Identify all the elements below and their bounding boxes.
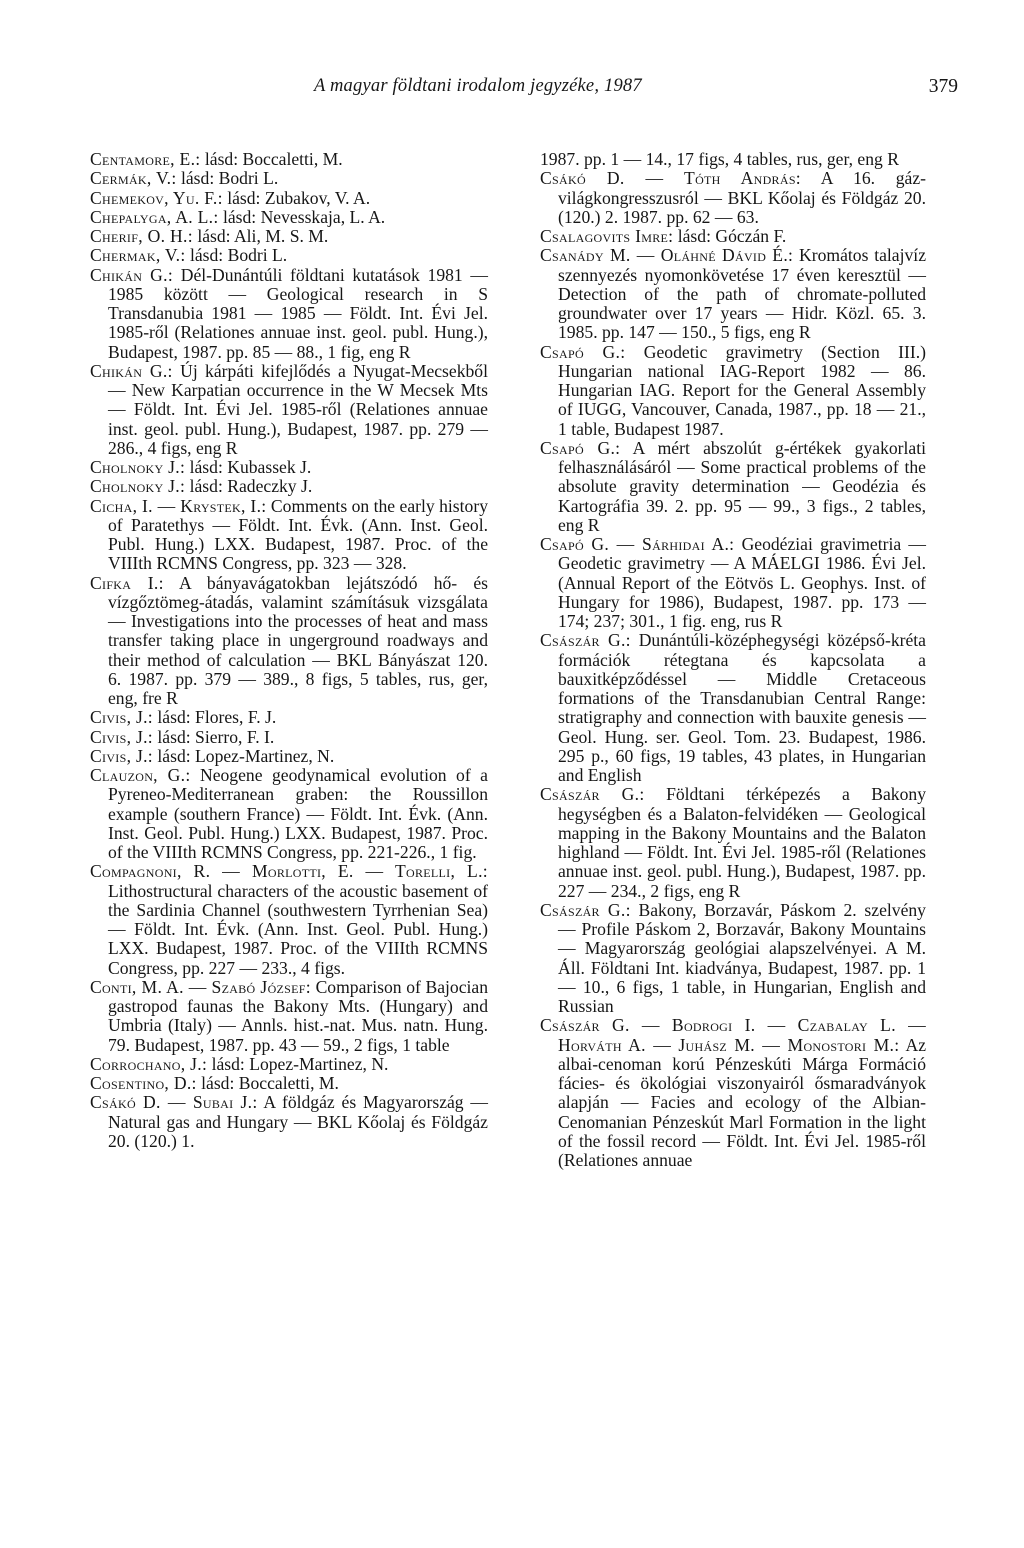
bibliography-entry — [90, 747, 488, 766]
bibliography-entry — [90, 708, 488, 727]
bibliography-entry — [90, 246, 488, 265]
entry-text: Bakony, Borzavár, Páskom 2. szelvény — Profile Páskom 2, Borzavár, Bakony Mountains — Magyarország geológiai alapszelvényei. A M. Áll. Földtani Int. kiadványa, Budapest, 1987. pp. 1 — 10., 6 figs, 1 table, in Hungarian, English and Russian — [558, 899, 926, 1016]
bibliography-entry — [90, 1055, 488, 1074]
bibliography-entry — [90, 169, 488, 188]
entry-author: Cholnoky J.: — [90, 476, 186, 497]
entry-text: lásd: Góczán F. — [677, 226, 787, 246]
bibliography-entry — [540, 246, 926, 342]
entry-author: Cholnoky J.: — [90, 457, 186, 477]
page-header — [100, 70, 958, 110]
page-number: 379 — [928, 76, 958, 97]
running-title: A magyar földtani irodalom jegyzéke, 1987 — [314, 76, 642, 96]
bibliography-entry — [90, 208, 488, 227]
left-column — [90, 150, 488, 1151]
entry-text: lásd: Lopez-Martinez, N. — [157, 745, 335, 766]
entry-author: Chepalyga, A. L.: — [90, 206, 219, 227]
entry-text: lásd: Zubakov, V. A. — [227, 187, 371, 208]
entry-text: lásd: Boccaletti, M. — [201, 1073, 339, 1093]
entry-text: Az albai-cenoman korú Pénzeskúti Márga Formáció fácies- és ökológiai viszonyairól ősmaradványok alapján — Facies and ecology of the Albian-Cenomanian Pénzeskút Marl Formation in the light of the fossil record — Földt. Int. Évi Jel. 1985-ről (Relationes annuae — [558, 1034, 926, 1170]
entry-text: Kromátos talajvíz szennyezés nyomonkövetése 17 éven keresztül — Detection of the path of chromate-polluted groundwater over 17 years — Hidr. Közl. 65. 3. 1985. pp. 147 — 150., 5 figs, eng R — [558, 245, 927, 343]
entry-author: Csákó D. — Tóth András: — [540, 168, 801, 189]
entry-text: A bányavágatokban lejátszódó hő- és vízgőztömeg-átadás, valamint számításuk vizsgálata — Investigations into the processes of heat and mass transfer taking place in ungerground roadways and their method of calculation — BKL Bányászat 120. 6. 1987. pp. 379 — 389., 8 figs, 5 tables, rus, ger, eng, fre R — [108, 572, 488, 708]
bibliography-entry — [90, 458, 488, 477]
bibliography-entry — [90, 266, 488, 362]
entry-text: lásd: Bodri L. — [189, 245, 288, 266]
entry-author: Compagnoni, R. — Morlotti, E. — Torelli, L.: — [90, 861, 488, 882]
entry-author: Chikán G.: — [90, 264, 174, 285]
entry-text: Dunántúli-középhegységi középső-kréta formációk rétegtana és kapcsolata a bauxitképződéssel — Middle Cretaceous formations of the Transdanubian Central Range: stratigraphy and connection with bauxite genesis — Geol. Hung. ser. Geol. Tom. 23. Budapest, 1986. 295 p., 60 figs, 19 tables, 43 plates, in Hungarian and English — [558, 630, 926, 785]
bibliography-entry — [540, 343, 926, 439]
entry-text: Neogene geodynamical evolution of a Pyreneo-Mediterranean graben: the Roussillon example (southern France) — Földt. Int. Évk. (Ann. Inst. Geol. Publ. Hung.) LXX. Budapest, 1987. Proc. of the VIIIth RCMNS Congress, pp. 221-226., 1 fig. — [108, 765, 488, 862]
bibliography-entry — [90, 362, 488, 458]
bibliography-entry — [90, 189, 488, 208]
entry-text: lásd: Radeczky J. — [189, 476, 313, 497]
entry-text: lásd: Kubassek J. — [189, 457, 312, 477]
entry-author: Corrochano, J.: — [90, 1053, 208, 1074]
entry-author: Csákó D. — Subai J.: — [90, 1092, 258, 1113]
entry-text: 1987. pp. 1 — 14., 17 figs, 4 tables, rus, ger, eng R — [540, 149, 899, 169]
entry-text: lásd: Flores, F. J. — [157, 707, 277, 728]
entry-author: Csapó G.: — [540, 341, 626, 362]
entry-author: Chemekov, Yu. F.: — [90, 187, 223, 208]
bibliography-entry — [540, 169, 926, 227]
bibliography-entry — [540, 150, 926, 169]
entry-author: Centamore, E.: — [90, 149, 201, 169]
entry-text: lásd: Ali, M. S. M. — [197, 226, 329, 246]
entry-author: Civis, J.: — [90, 726, 153, 747]
entry-text: A földgáz és Magyarország — Natural gas and Hungary — BKL Kőolaj és Földgáz 20. (120.) 1. — [108, 1092, 489, 1151]
entry-text: lásd: Boccaletti, M. — [204, 149, 343, 169]
bibliography-entry — [90, 227, 488, 246]
bibliography-entry — [90, 728, 488, 747]
bibliography-entry — [540, 535, 926, 631]
entry-author: Császár G.: — [540, 630, 631, 651]
entry-text: Geodetic gravimetry (Section III.) Hungarian national IAG-Report 1982 — 86. Hungarian IAG. Report for the General Assembly of IUGG, Vancouver, Canada, 1987., pp. 18 — 21., 1 table, Budapest 1987. — [558, 341, 926, 439]
entry-text: Földtani térképezés a Bakony hegységben és a Balaton-felvidéken — Geological mapping in the Bakony Mountains and the Balaton highland — Földt. Int. Évi Jel. 1985-ről (Relationes annuae inst. geol. publ. Hung.), Budapest, 1987. pp. 227 — 234., 2 figs, eng R — [558, 784, 926, 901]
bibliography-entry — [90, 978, 488, 1055]
bibliography-entry — [90, 574, 488, 709]
entry-text: Dél-Dunántúli földtani kutatások 1981 — 1985 között — Geological research in S Transdanubia 1981 — 1985 — Földt. Int. Évi Jel. 1985-ről (Relationes annuae inst. geol. publ. Hung.), Budapest, 1987. pp. 85 — 88., 1 fig, eng R — [108, 264, 488, 362]
entry-author: Civis, J.: — [90, 745, 153, 766]
bibliography-entry — [540, 901, 926, 1017]
entry-author: Chermak, V.: — [90, 245, 186, 266]
entry-author: Császár G.: — [540, 784, 645, 805]
entry-author: Csalagovits Imre: — [540, 226, 674, 246]
entry-author: Csapó G. — Sárhidai A.: — [540, 534, 735, 554]
right-column — [540, 150, 926, 1170]
entry-author: Cifka I.: — [90, 572, 164, 593]
entry-text: A mért abszolút g-értékek gyakorlati felhasználásáról — Some practical problems of the absolute gravity determination — Geodézia és Kartográfia 39. 2. pp. 95 — 99., 3 figs., 2 tables, eng R — [558, 437, 926, 535]
entry-text: Új kárpáti kifejlődés a Nyugat-Mecsekből — New Karpatian occurrence in the W Mecsek Mts — Földt. Int. Évi Jel. 1985-ről (Relationes annuae inst. geol. publ. Hung.), Budapest, 1987. pp. 279 — 286., 4 figs, eng R — [108, 360, 488, 458]
bibliography-entry — [90, 497, 488, 574]
bibliography-entry — [90, 766, 488, 862]
bibliography-entry — [90, 150, 488, 169]
entry-text: lásd: Nevesskaja, L. A. — [222, 206, 386, 227]
entry-text: lásd: Bodri L. — [180, 168, 279, 189]
bibliography-entry — [90, 1093, 488, 1151]
entry-author: Chikán G.: — [90, 360, 173, 381]
entry-author: Császár G.: — [540, 899, 631, 920]
bibliography-entry — [540, 785, 926, 901]
bibliography-entry — [90, 477, 488, 496]
bibliography-entry — [90, 1074, 488, 1093]
entry-text: lásd: Sierro, F. I. — [157, 726, 275, 747]
entry-text: Comments on the early history of Paratethys — Földt. Int. Évk. (Ann. Inst. Geol. Publ. Hung.) LXX. Budapest, 1987. Proc. of the VIIIth RCMNS Congress, pp. 323 — 328. — [108, 495, 488, 574]
bibliography-entry — [540, 227, 926, 246]
entry-text: Geodéziai gravimetria — Geodetic gravimetry — A MÁELGI 1986. Évi Jel. (Annual Report of the Eötvös L. Geophys. Inst. of Hungary for 1986), Budapest, 1987. pp. 173 — 174; 237; 301., 1 fig. eng, rus R — [558, 534, 926, 631]
entry-author: Császár G. — Bodrogi I. — Czabalay L. — Horváth A. — Juhász M. — Monostori M.: — [540, 1015, 926, 1055]
entry-text: Lithostructural characters of the acoustic basement of the Sardinia Channel (southwestern Tyrrhenian Sea) — Földt. Int. Évk. (Ann. Inst. Geol. Publ. Hung.) LXX. Budapest, 1987. Proc. of the VIIIth RCMNS Congress, pp. 227 — 233., 4 figs. — [108, 880, 488, 978]
bibliography-entry — [540, 439, 926, 535]
entry-author: Csanády M. — Oláhné Dávid É.: — [540, 245, 794, 266]
entry-author: Cermák, V.: — [90, 168, 177, 189]
entry-author: Conti, M. A. — Szabó József: — [90, 976, 311, 997]
entry-author: Cosentino, D.: — [90, 1073, 197, 1093]
entry-author: Clauzon, G.: — [90, 765, 191, 785]
bibliography-entry — [540, 1016, 926, 1170]
bibliography-entry — [90, 862, 488, 978]
entry-author: Cherif, O. H.: — [90, 226, 193, 246]
entry-author: Cicha, I. — Krystek, I.: — [90, 495, 267, 516]
entry-author: Csapó G.: — [540, 437, 621, 458]
entry-author: Civis, J.: — [90, 707, 153, 728]
bibliography-entry — [540, 631, 926, 785]
entry-text: Comparison of Bajocian gastropod faunas the Bakony Mts. (Hungary) and Umbria (Italy) — Annls. hist.-nat. Mus. natn. Hung. 79. Budapest, 1987. pp. 43 — 59., 2 figs, 1 table — [108, 976, 489, 1055]
entry-text: lásd: Lopez-Martinez, N. — [211, 1053, 389, 1074]
entry-text: A 16. gáz-világkongresszusról — BKL Kőolaj és Földgáz 20. (120.) 2. 1987. pp. 62 — 63. — [558, 168, 926, 227]
